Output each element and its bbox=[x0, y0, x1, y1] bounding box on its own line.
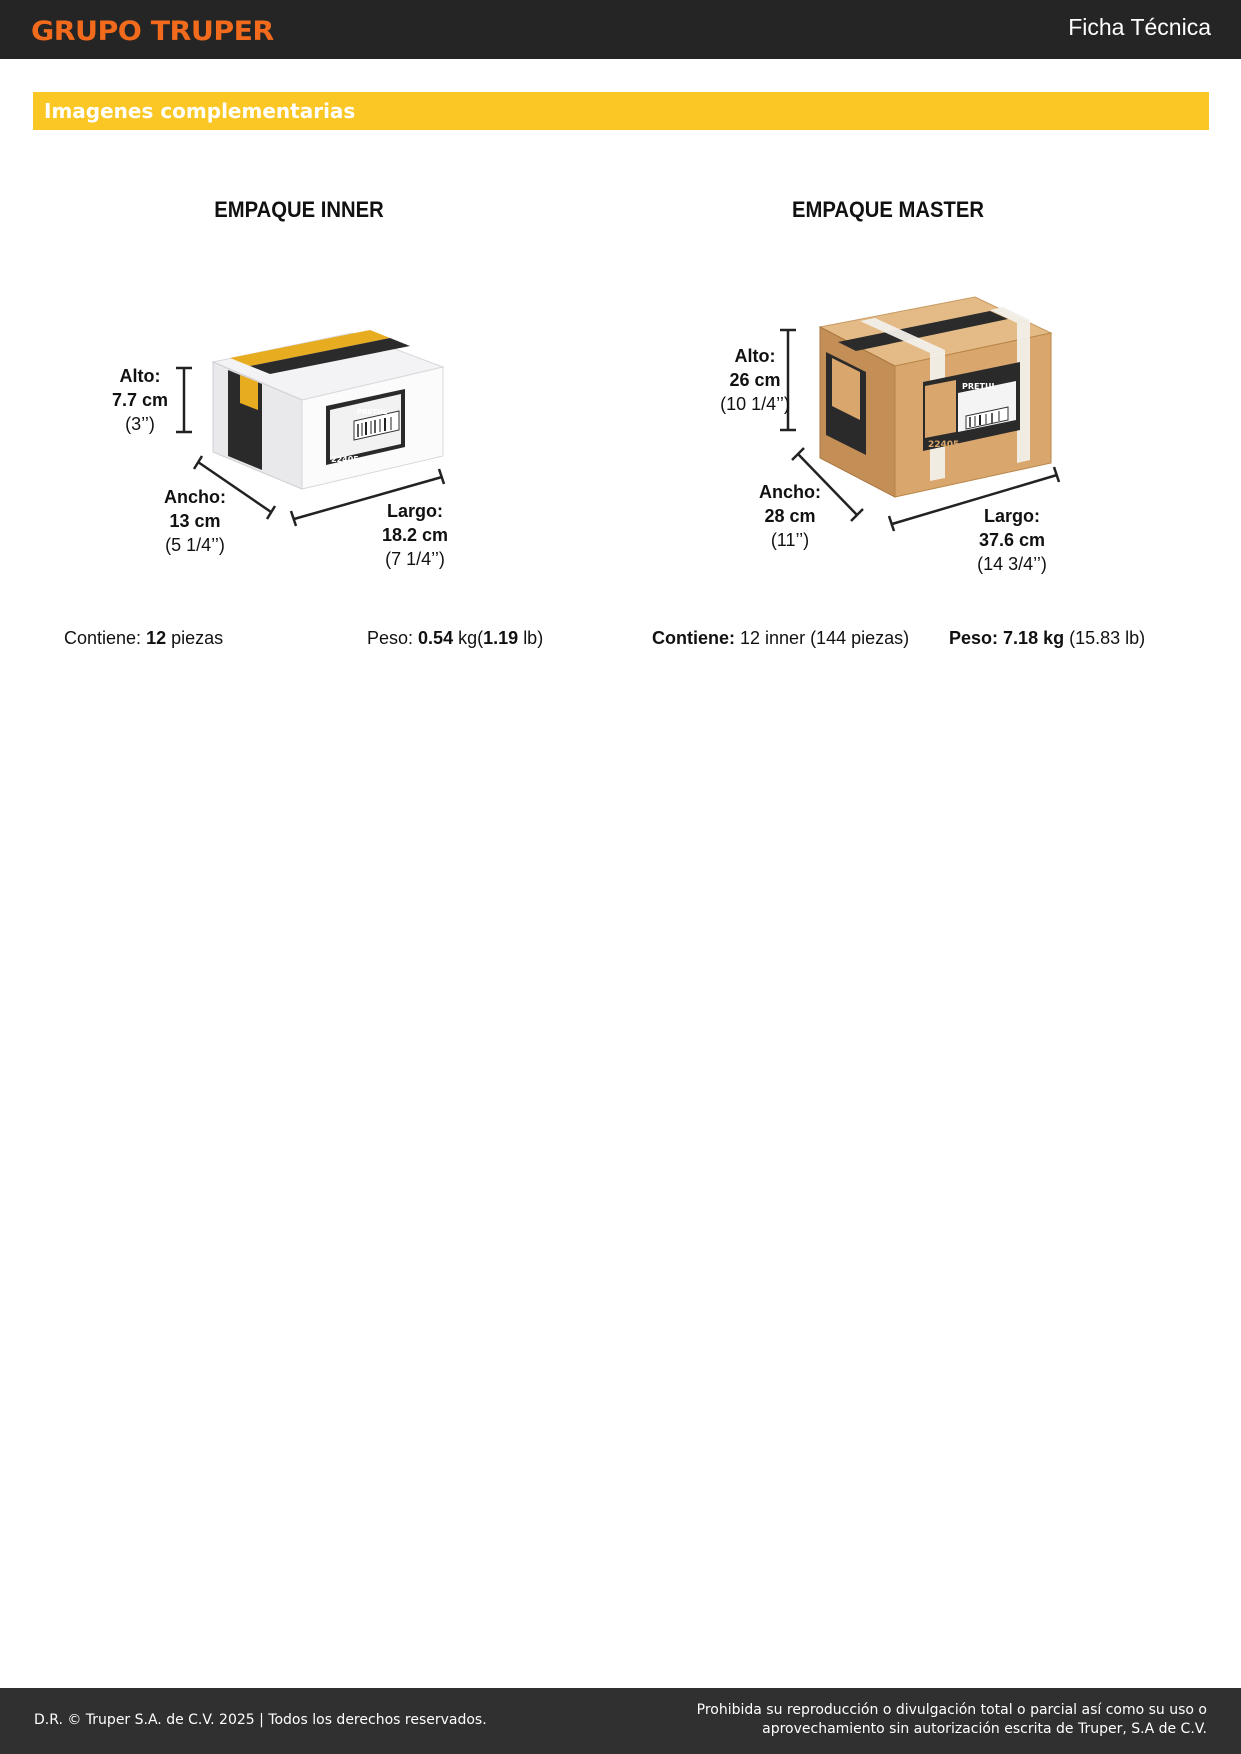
inner-ancho-value: 13 cm bbox=[169, 511, 221, 531]
inner-box-brand: PRETUL bbox=[357, 408, 388, 416]
master-box-image bbox=[820, 297, 1051, 497]
section-title: Imagenes complementarias bbox=[44, 99, 356, 123]
master-alto-title: Alto: bbox=[734, 346, 776, 366]
inner-ancho-label bbox=[140, 485, 250, 557]
inner-largo-imperial: (7 1/4’’) bbox=[385, 549, 445, 569]
inner-contents-label: Contiene: bbox=[64, 628, 142, 648]
master-ancho-imperial: (11’’) bbox=[770, 530, 810, 550]
document-title: Ficha Técnica bbox=[1068, 14, 1211, 40]
master-ancho-label bbox=[735, 480, 845, 552]
master-contents bbox=[652, 628, 909, 649]
master-ancho-title: Ancho: bbox=[759, 482, 821, 502]
master-box-brand: PRETUL bbox=[962, 382, 997, 391]
master-box-code: 22405 bbox=[928, 440, 960, 450]
inner-weight-unit: kg bbox=[458, 628, 478, 648]
master-weight-label: Peso: bbox=[949, 628, 999, 648]
legal-notice-line-2: aprovechamiento sin autorización escrita de Truper, S.A de C.V. bbox=[762, 1721, 1207, 1737]
inner-largo-value: 18.2 cm bbox=[381, 525, 449, 545]
copyright-text: D.R. © Truper S.A. de C.V. 2025 | Todos los derechos reservados. bbox=[34, 1712, 487, 1728]
inner-weight-imperial-open: ( bbox=[477, 628, 484, 648]
master-contents-value: 12 inner (144 piezas) bbox=[740, 628, 910, 648]
inner-alto-title: Alto: bbox=[119, 366, 161, 386]
master-ancho-value: 28 cm bbox=[764, 506, 816, 526]
legal-notice-line-1: Prohibida su reproducción o divulgación total o parcial así como su uso o bbox=[696, 1702, 1207, 1718]
master-weight-imperial: (15.83 lb) bbox=[1069, 628, 1146, 648]
master-weight-value: 7.18 kg bbox=[1003, 628, 1065, 648]
master-alto-value: 26 cm bbox=[729, 370, 781, 390]
inner-alto-label bbox=[85, 364, 195, 436]
inner-ancho-imperial: (5 1/4’’) bbox=[165, 535, 225, 555]
inner-contents bbox=[64, 628, 223, 649]
master-alto-label bbox=[700, 344, 810, 416]
inner-weight-imperial-unit: lb) bbox=[523, 628, 544, 648]
inner-weight bbox=[367, 628, 543, 649]
inner-package-title: EMPAQUE INNER bbox=[214, 197, 384, 222]
legal-notice bbox=[647, 1701, 1207, 1739]
inner-contents-value: 12 bbox=[146, 628, 167, 648]
master-largo-label bbox=[957, 504, 1067, 576]
inner-weight-value: 0.54 bbox=[418, 628, 454, 648]
inner-alto-imperial: (3’’) bbox=[125, 414, 155, 434]
master-alto-imperial: (10 1/4’’) bbox=[720, 394, 790, 414]
company-logo: GRUPO TRUPER bbox=[31, 16, 274, 47]
footer-bar bbox=[0, 1688, 1241, 1754]
master-largo-imperial: (14 3/4’’) bbox=[977, 554, 1047, 574]
inner-largo-title: Largo: bbox=[387, 501, 443, 521]
inner-alto-value: 7.7 cm bbox=[111, 390, 169, 410]
inner-box-code: 22405 bbox=[331, 455, 359, 464]
master-largo-title: Largo: bbox=[984, 506, 1040, 526]
master-weight bbox=[949, 628, 1145, 649]
inner-largo-label bbox=[360, 499, 470, 571]
inner-weight-imperial-value: 1.19 bbox=[483, 628, 519, 648]
master-package-title: EMPAQUE MASTER bbox=[792, 197, 984, 222]
inner-box-image bbox=[213, 330, 443, 489]
inner-ancho-title: Ancho: bbox=[164, 487, 226, 507]
inner-contents-unit: piezas bbox=[171, 628, 224, 648]
master-contents-label: Contiene: bbox=[652, 628, 735, 648]
inner-weight-label: Peso: bbox=[367, 628, 414, 648]
master-largo-value: 37.6 cm bbox=[978, 530, 1046, 550]
